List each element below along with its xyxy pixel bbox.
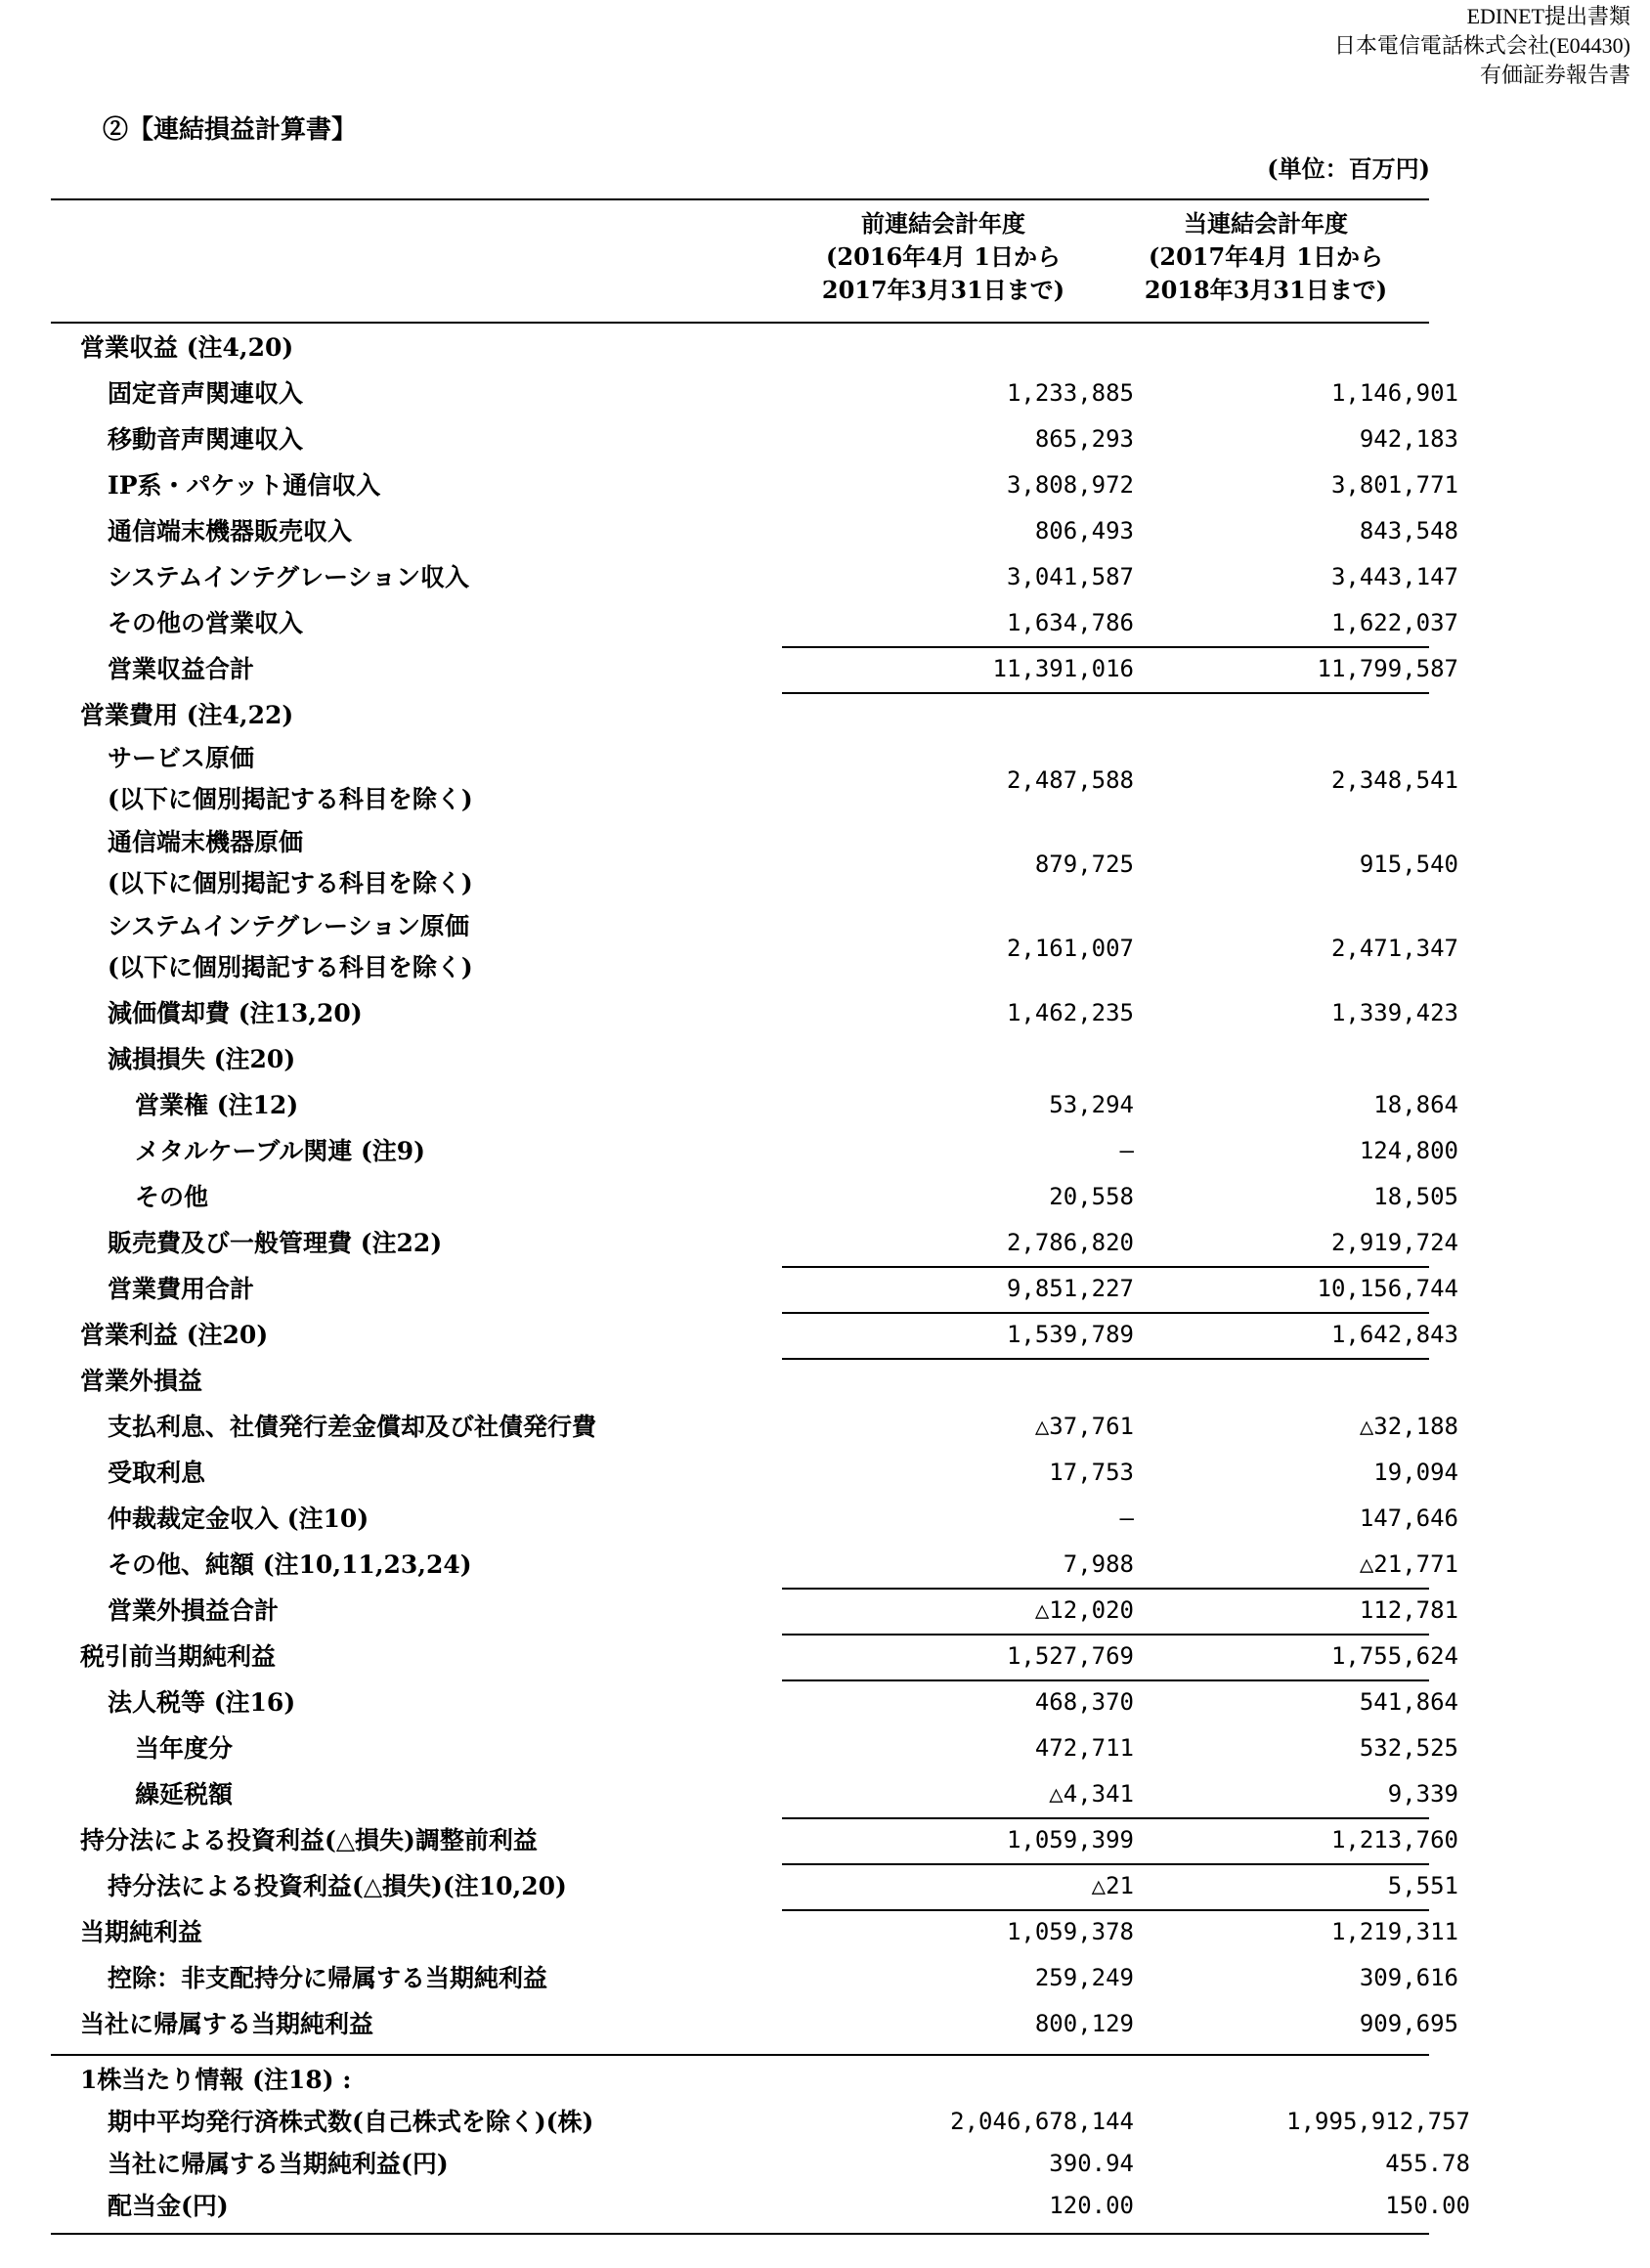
table-row xyxy=(51,1634,1458,1679)
current-year-value: 455.78 xyxy=(1385,2150,1470,2177)
prior-year-value: 472,711 xyxy=(1034,1734,1134,1762)
column-header-period-end: 2018年3月31日まで) xyxy=(1144,276,1388,304)
prior-year-value: 9,851,227 xyxy=(1006,1275,1134,1302)
row-label: その他 xyxy=(135,1183,209,1211)
table-row xyxy=(51,416,1458,462)
current-year-value: 1,339,423 xyxy=(1330,999,1458,1026)
current-year-value: 1,755,624 xyxy=(1330,1642,1458,1670)
column-header-period-end: 2017年3月31日まで) xyxy=(821,276,1065,304)
row-label: 固定音声関連収入 xyxy=(108,379,304,408)
row-label: 法人税等 (注16) xyxy=(108,1688,296,1717)
header-bottom-rule xyxy=(51,322,1429,324)
row-label: その他、純額 (注10,11,23,24) xyxy=(108,1550,472,1579)
table-top-rule xyxy=(51,198,1429,200)
prior-year-value: △21 xyxy=(1091,1872,1134,1899)
table-row xyxy=(51,1817,1458,1863)
row-label: 繰延税額 xyxy=(135,1780,234,1809)
current-year-value: 147,646 xyxy=(1359,1505,1458,1532)
prior-year-value: △4,341 xyxy=(1049,1780,1134,1808)
table-row xyxy=(51,600,1458,646)
row-label: 通信端末機器販売収入 xyxy=(108,517,353,545)
current-year-value: 942,183 xyxy=(1359,425,1458,453)
current-year-value: 2,919,724 xyxy=(1330,1229,1458,1256)
prior-year-value: 120.00 xyxy=(1049,2192,1134,2219)
row-label: 営業収益合計 xyxy=(108,655,255,683)
prior-year-value: 1,539,789 xyxy=(1006,1321,1134,1348)
prior-year-value: 3,041,587 xyxy=(1006,563,1134,590)
current-year-value: 11,799,587 xyxy=(1317,655,1458,682)
table-row xyxy=(51,1358,1429,1404)
table-row xyxy=(51,2185,1470,2227)
row-label: 支払利息、社債発行差金償却及び社債発行費 xyxy=(108,1413,597,1441)
prior-year-value: 7,988 xyxy=(1063,1550,1134,1578)
current-year-value: 309,616 xyxy=(1359,1964,1458,1991)
table-row xyxy=(51,2101,1470,2143)
statement-title: ②【連結損益計算書】 xyxy=(103,115,358,145)
current-year-value: 843,548 xyxy=(1359,517,1458,545)
table-row xyxy=(51,738,1458,822)
prior-year-value: — xyxy=(1119,1505,1134,1532)
prior-year-value: △37,761 xyxy=(1034,1413,1134,1440)
row-label: 仲裁裁定金収入 (注10) xyxy=(108,1505,369,1533)
row-label: 当年度分 xyxy=(135,1734,234,1763)
row-label: 営業費用合計 xyxy=(108,1275,255,1303)
table-row xyxy=(51,1588,1458,1634)
column-header-period-start: (2016年4月 1日から xyxy=(826,242,1061,271)
prior-year-value: 806,493 xyxy=(1034,517,1134,545)
row-label: 営業利益 (注20) xyxy=(80,1321,269,1349)
current-year-value: 1,213,760 xyxy=(1330,1826,1458,1854)
company-name: 日本電信電話株式会社(E04430) xyxy=(1333,33,1630,58)
prior-year-value: 1,233,885 xyxy=(1006,379,1134,407)
table-row xyxy=(51,371,1458,416)
current-year-value: △21,771 xyxy=(1359,1550,1458,1578)
current-year-value: 541,864 xyxy=(1359,1688,1458,1716)
current-year-value: 19,094 xyxy=(1373,1459,1458,1486)
prior-year-value: 1,634,786 xyxy=(1006,609,1134,636)
table-row xyxy=(51,1909,1458,1955)
column-header-title: 当連結会計年度 xyxy=(1184,209,1348,238)
table-row xyxy=(51,990,1458,1036)
prior-year-value: 1,059,378 xyxy=(1006,1918,1134,1945)
row-label: 受取利息 xyxy=(108,1459,206,1487)
row-label: 減価償却費 (注13,20) xyxy=(108,999,363,1027)
row-label: サービス原価 (以下に個別掲記する科目を除く) xyxy=(108,744,473,813)
row-label: IP系・パケット通信収入 xyxy=(108,471,381,500)
current-year-value: 915,540 xyxy=(1359,850,1458,878)
table-row xyxy=(51,325,1429,371)
table-row xyxy=(51,508,1458,554)
table-row xyxy=(51,554,1458,600)
prior-year-value: 865,293 xyxy=(1034,425,1134,453)
prior-year-value: 20,558 xyxy=(1049,1183,1134,1210)
current-year-value: 150.00 xyxy=(1385,2192,1470,2219)
current-year-value: 1,146,901 xyxy=(1330,379,1458,407)
row-label: 営業外損益 xyxy=(80,1367,203,1395)
row-label: 税引前当期純利益 xyxy=(80,1642,277,1671)
current-year-value: 1,219,311 xyxy=(1330,1918,1458,1945)
prior-year-value: 2,786,820 xyxy=(1006,1229,1134,1256)
current-year-value: 1,622,037 xyxy=(1330,609,1458,636)
current-year-value: △32,188 xyxy=(1359,1413,1458,1440)
table-row xyxy=(51,1174,1458,1220)
table-row xyxy=(51,1771,1458,1817)
column-header-period-start: (2017年4月 1日から xyxy=(1149,242,1383,271)
table-row xyxy=(51,1542,1458,1588)
row-label: 期中平均発行済株式数(自己株式を除く)(株) xyxy=(108,2108,594,2136)
current-year-value: 18,864 xyxy=(1373,1091,1458,1118)
current-year-value: 9,339 xyxy=(1387,1780,1458,1808)
row-label: システムインテグレーション収入 xyxy=(108,563,470,591)
row-label: システムインテグレーション原価 (以下に個別掲記する科目を除く) xyxy=(108,912,473,981)
table-row xyxy=(51,1725,1458,1771)
current-year-value: 112,781 xyxy=(1359,1596,1458,1624)
table-row xyxy=(51,1266,1458,1312)
prior-year-value: 53,294 xyxy=(1049,1091,1134,1118)
row-label: 当社に帰属する当期純利益 xyxy=(80,2010,374,2038)
row-label: 配当金(円) xyxy=(108,2192,229,2220)
per-share-heading-row xyxy=(51,2059,1429,2101)
current-year-value: 10,156,744 xyxy=(1317,1275,1458,1302)
table-row xyxy=(51,2143,1470,2185)
table-row xyxy=(51,1404,1458,1450)
row-label: 減損損失 (注20) xyxy=(108,1045,296,1073)
current-year-value: 532,525 xyxy=(1359,1734,1458,1762)
row-label: 営業費用 (注4,22) xyxy=(80,701,294,729)
table-row xyxy=(51,1863,1458,1909)
current-year-value: 2,471,347 xyxy=(1330,935,1458,962)
column-header-title: 前連結会計年度 xyxy=(861,209,1025,238)
prior-year-value: — xyxy=(1119,1137,1134,1164)
prior-year-value: 1,462,235 xyxy=(1006,999,1134,1026)
report-type: 有価証券報告書 xyxy=(1479,63,1630,87)
table-row xyxy=(51,1955,1458,2001)
row-label: 営業外損益合計 xyxy=(108,1596,280,1625)
row-label: 当期純利益 xyxy=(80,1918,203,1946)
filing-type: EDINET提出書類 xyxy=(1466,4,1630,28)
current-year-value: 5,551 xyxy=(1387,1872,1458,1899)
table-row xyxy=(51,1496,1458,1542)
row-label: 販売費及び一般管理費 (注22) xyxy=(108,1229,443,1257)
prior-year-value: 468,370 xyxy=(1034,1688,1134,1716)
current-year-value: 2,348,541 xyxy=(1330,766,1458,794)
row-label: 持分法による投資利益(△損失)(注10,20) xyxy=(108,1872,567,1900)
table-row xyxy=(51,1450,1458,1496)
row-label: 営業権 (注12) xyxy=(135,1091,299,1119)
table-bottom-rule xyxy=(51,2233,1429,2235)
column-header-current-year xyxy=(1105,207,1427,307)
table-row xyxy=(51,692,1429,738)
row-label: 移動音声関連収入 xyxy=(108,425,304,454)
table-row xyxy=(51,1220,1458,1266)
unit-label: (単位：百万円) xyxy=(1267,154,1430,183)
table-row xyxy=(51,1679,1458,1725)
prior-year-value: 879,725 xyxy=(1034,850,1134,878)
row-label: 持分法による投資利益(△損失)調整前利益 xyxy=(80,1826,538,1854)
row-label: その他の営業収入 xyxy=(108,609,304,637)
row-label: メタルケーブル関連 (注9) xyxy=(135,1137,426,1165)
table-row xyxy=(51,822,1458,906)
row-label-note: (以下に個別掲記する科目を除く) xyxy=(108,785,473,813)
current-year-value: 3,443,147 xyxy=(1330,563,1458,590)
prior-year-value: 1,059,399 xyxy=(1006,1826,1134,1854)
prior-year-value: 2,046,678,144 xyxy=(950,2108,1134,2135)
per-share-top-rule xyxy=(51,2054,1429,2056)
row-label: 通信端末機器原価 (以下に個別掲記する科目を除く) xyxy=(108,828,473,897)
row-label-note: (以下に個別掲記する科目を除く) xyxy=(108,869,473,897)
row-label: 控除：非支配持分に帰属する当期純利益 xyxy=(108,1964,548,1992)
table-row xyxy=(51,1312,1458,1358)
table-row xyxy=(51,1082,1458,1128)
prior-year-value: 2,161,007 xyxy=(1006,935,1134,962)
current-year-value: 1,995,912,757 xyxy=(1286,2108,1470,2135)
prior-year-value: 259,249 xyxy=(1034,1964,1134,1991)
current-year-value: 124,800 xyxy=(1359,1137,1458,1164)
column-header-prior-year xyxy=(782,207,1105,307)
row-label-note: (以下に個別掲記する科目を除く) xyxy=(108,953,473,981)
prior-year-value: 1,527,769 xyxy=(1006,1642,1134,1670)
table-row xyxy=(51,1036,1429,1082)
table-row xyxy=(51,646,1458,692)
prior-year-value: 800,129 xyxy=(1034,2010,1134,2037)
row-label: 当社に帰属する当期純利益(円) xyxy=(108,2150,449,2178)
table-row xyxy=(51,906,1458,990)
row-label: 営業収益 (注4,20) xyxy=(80,333,294,362)
prior-year-value: 3,808,972 xyxy=(1006,471,1134,499)
prior-year-value: 17,753 xyxy=(1049,1459,1134,1486)
prior-year-value: △12,020 xyxy=(1034,1596,1134,1624)
prior-year-value: 2,487,588 xyxy=(1006,766,1134,794)
table-row xyxy=(51,1128,1458,1174)
table-row xyxy=(51,2001,1458,2047)
per-share-heading: 1株当たり情報 (注18) : xyxy=(80,2066,352,2094)
current-year-value: 18,505 xyxy=(1373,1183,1458,1210)
current-year-value: 909,695 xyxy=(1359,2010,1458,2037)
current-year-value: 3,801,771 xyxy=(1330,471,1458,499)
prior-year-value: 11,391,016 xyxy=(992,655,1134,682)
prior-year-value: 390.94 xyxy=(1049,2150,1134,2177)
current-year-value: 1,642,843 xyxy=(1330,1321,1458,1348)
table-row xyxy=(51,462,1458,508)
